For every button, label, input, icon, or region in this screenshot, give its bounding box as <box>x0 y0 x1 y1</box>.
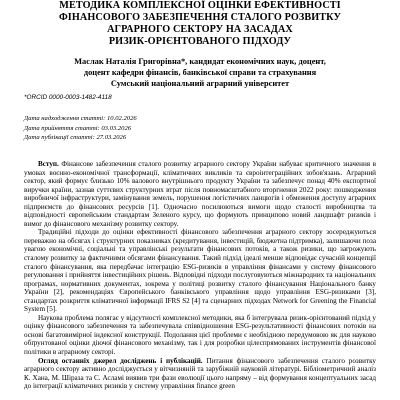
author-affiliation-line: Сумський національний аграрний університет <box>110 79 290 88</box>
orcid-id: *ORCID 0000-0003-1482-4118 <box>24 94 112 101</box>
author-position-line: доцент кафедри фінансів, банківської справи та страхування <box>83 68 317 77</box>
date-published: Дата публікації статті: 27.03.2026 <box>24 134 127 141</box>
title-line: МЕТОДИКА КОМПЛЕКСНОЇ ОЦІНКИ ЕФЕКТИВНОСТІ <box>59 0 341 11</box>
section-heading-introduction: Вступ. <box>38 160 59 168</box>
paragraph-text: Фінансове забезпечення сталого розвитку аграрного сектору України набуває критичного значення в умовах воєнно-економічної трансформації, кліматичних викликів та євроінтеграційних зобов'язань. Аграрний сектор, який формує близько 10% валового внутрішнього продукту України та забезпечує понад 40% експортної виручки країни, зазнав суттєвих структурних втрат після повномасштабного вторгнення 2022 року: пошкодження виробничої інфраструктури, замінування земель, порушення логістичних ланцюгів і обмеження доступу аграрних підприємств до фінансових ресурсів [1]. Одночасно посилюються вимоги щодо сталості виробництва та відповідності європейським стандартам Зеленого курсу, що формують принципово новий ландшафт ризиків і вимог до фінансового механізму розвитку сектору. <box>24 160 376 228</box>
date-accepted: Дата прийняття статті: 03.03.2026 <box>24 124 132 132</box>
author-name-line: Маслак Наталія Григорівна*, кандидат економічних наук, доцент, <box>74 57 326 66</box>
paragraph: Традиційні підходи до оцінки ефективності фінансового забезпечення аграрного сектору зосереджуються переважно на обсягах і структурних показниках (кредитування, інвестицій, бюджетна підтримка), залишаючи поза увагою економічні, соціальні та управлінські результати фінансових потоків, а також ризики, що загрожують сталому розвитку за фактичними обсягами фінансування. Такий підхід ідеалі менше відповідає сучасній концепції сталого фінансування, яка передбачає інтеграцію ESG-ризиків в управління фінансами у систему фінансового регулювання і прийняття інвестиційних рішень. Відповідні підходи послуговуються міжнародних та національних програмах, нормативних документах, зокрема у політиці розвитку сталого фінансування Національного банку України [2], рекомендаціях Європейського банківського управління щодо управління ESG-ризиками [3], стандартах розкриття кліматичної інформації IFRS S2 [4] та сценарних підходах Network for Greening the Financial System [5]. <box>24 228 376 314</box>
date-received: Дата надходження статті: 10.02.2026 <box>24 115 137 122</box>
author-block <box>10 56 390 89</box>
section-heading-literature-review: Огляд останніх джерел досліджень і публікацій. <box>38 356 203 365</box>
article-body <box>24 160 376 400</box>
title-line: ФІНАНСОВОГО ЗАБЕЗПЕЧЕННЯ СТАЛОГО РОЗВИТКУ <box>58 12 342 23</box>
paragraph-introduction <box>24 160 376 228</box>
paragraph: Наукова проблема полягає у відсутності комплексної методики, яка б інтегрувала ризик-орієнтований підхід у оцінку фінансового забезпечення та забезпечувала співвідношення ESG-результативності фінансових потоків на основі багатовимірної індексної конструкції. Подолання цієї проблеми є необхідною передумовою як для науково обґрунтованої оцінки діючої фінансового механізму, так і для розробки цілеспрямованих інструментів фінансової політики в аграрному секторі. <box>24 313 376 357</box>
article-title <box>20 0 380 48</box>
article-dates <box>24 114 137 143</box>
title-line: АГРАРНОГО СЕКТОРУ НА ЗАСАДАХ <box>107 24 293 35</box>
paragraph-literature-review <box>24 357 376 391</box>
paragraph-text: Питання фінансового забезпечення сталого розвитку аграрного сектору активно досліджується у вітчизняній та зарубіжній науковій літературі. Бібліометричний аналіз К. Хана, М. Шіраза та С. Асламі виявив три фази еволюції цього напряму – від формування концептуальних засад до інтеграції кліматичних ризиків у систему управління finance green <box>24 356 376 391</box>
title-line: РИЗИК-ОРІЄНТОВАНОГО ПІДХОДУ <box>108 36 292 47</box>
